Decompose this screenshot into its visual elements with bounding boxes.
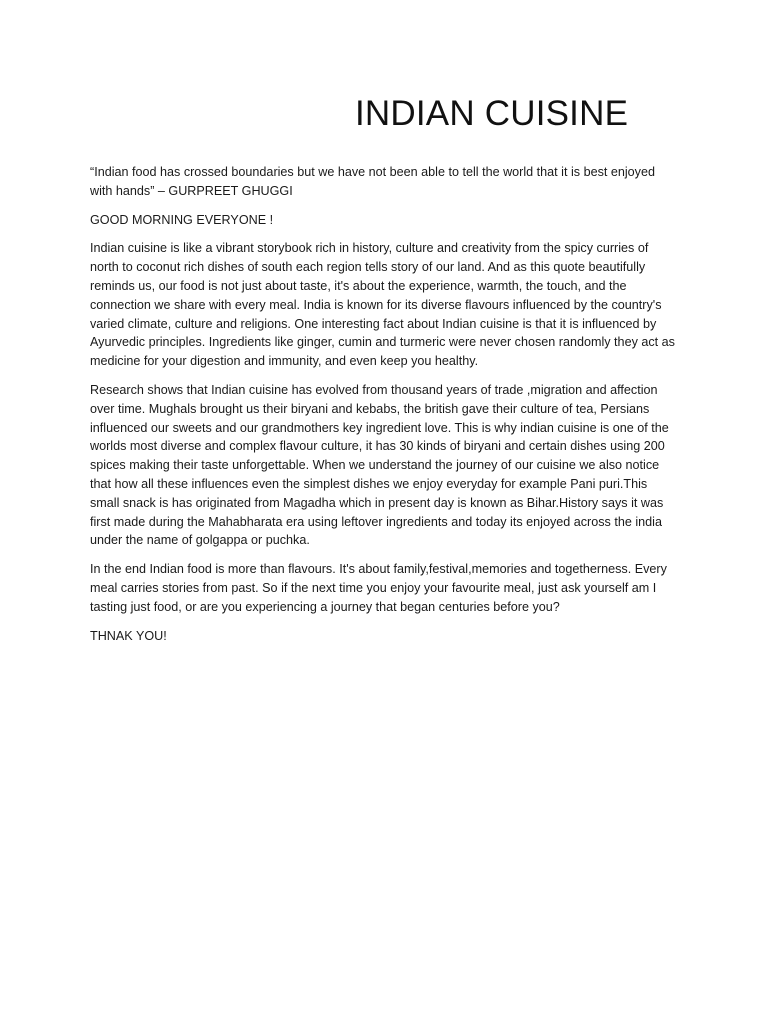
history-paragraph: Research shows that Indian cuisine has evolved from thousand years of trade ,migration and affection over time. Mughals brought us their biryani and kebabs, the british gave their culture of tea, Persians influenced our sweets and our grandmothers key ingredient love. This is why indian cuisine is one of the worlds most diverse and complex flavour culture, it has 30 kinds of biryani and certain dishes using 200 spices making their taste unforgettable. When we understand the journey of our cuisine we also notice that how all these influences even the simplest dishes we enjoy everyday for example Pani puri.This small snack is has originated from Magadha which in present day is known as Bihar.History says it was first made during the Mahabharata era using leftover ingredients and today its enjoyed across the india under the name of golgappa or puchka.	[90, 382, 669, 548]
closing-paragraph: THNAK YOU!	[90, 628, 167, 643]
greeting-paragraph: GOOD MORNING EVERYONE !	[90, 212, 274, 227]
intro-paragraph: Indian cuisine is like a vibrant storybook rich in history, culture and creativity from the spicy curries of north to coconut rich dishes of south each region tells story of our land. And as this quote beautifully reminds us, our food is not just about taste, it's about the experience, warmth, the touch, and the connection we share with every meal. India is known for its diverse flavours influenced by the country's varied climate, culture and religions. One interesting fact about Indian cuisine is that it is influenced by Ayurvedic principles. Ingredients like ginger, cumin and turmeric were never chosen randomly they act as medicine for your digestion and immunity, and even keep you healthy.	[90, 241, 675, 369]
document-body	[90, 163, 680, 655]
document-title: INDIAN CUISINE	[355, 94, 629, 133]
quote-paragraph: “Indian food has crossed boundaries but we have not been able to tell the world that it is best enjoyed with hands” – GURPREET GHUGGI	[90, 165, 655, 198]
conclusion-paragraph: In the end Indian food is more than flavours. It's about family,festival,memories and togetherness. Every meal carries stories from past. So if the next time you enjoy your favourite meal, just ask yourself am I tasting just food, or are you experiencing a journey that began centuries before you?	[90, 562, 667, 614]
